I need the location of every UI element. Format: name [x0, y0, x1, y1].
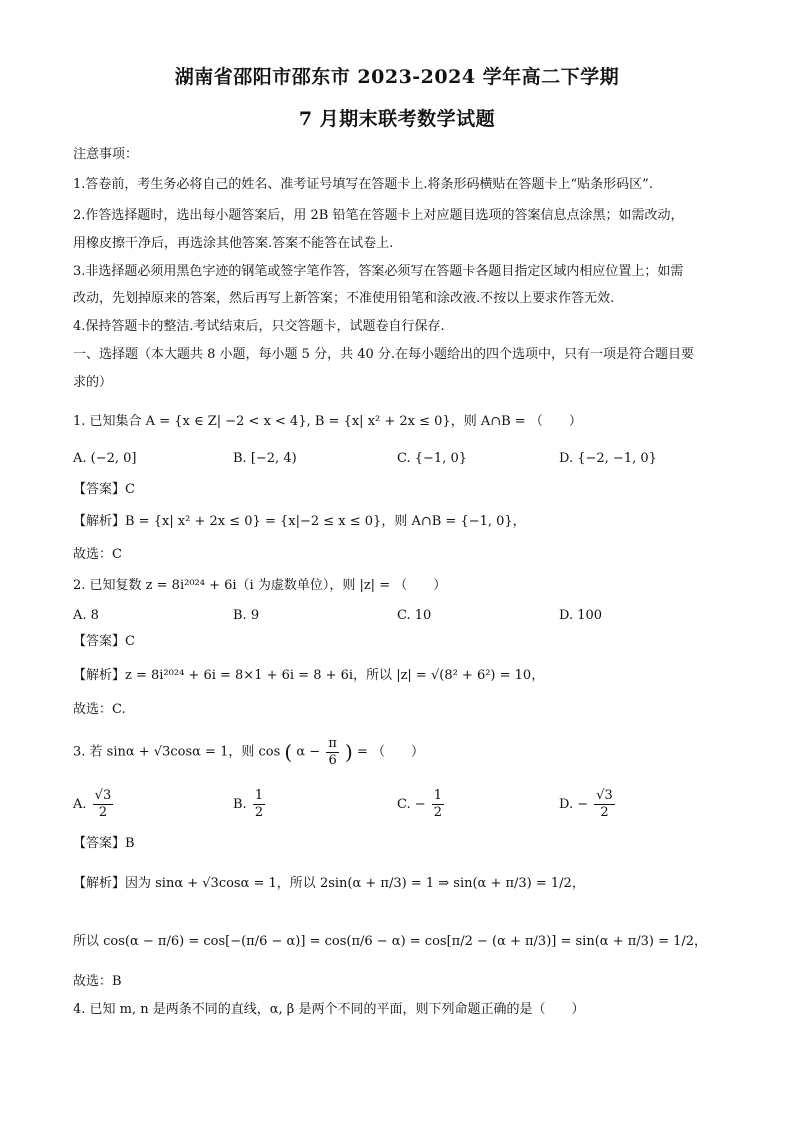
note-item-1: 1.答卷前，考生务必将自己的姓名、准考证号填写在答题卡上.将条形码横贴在答题卡上“贴条形码区”. — [73, 177, 653, 192]
q3-option-a-fraction — [93, 788, 114, 821]
q3-paren-open: ( — [284, 740, 293, 764]
q3-option-b-fraction — [253, 788, 265, 821]
q1-conclusion: 故选：C — [73, 547, 122, 562]
note-item-2a: 2.作答选择题时，选出每小题答案后，用 2B 铅笔在答题卡上对应题目选项的答案信息点涂黑；如需改动， — [73, 208, 684, 223]
q1-option-b: B. [−2, 4) — [233, 451, 297, 466]
note-item-2b: 用橡皮擦干净后，再选涂其他答案.答案不能答在试卷上. — [73, 236, 394, 251]
q3-option-b-den: 2 — [254, 805, 264, 820]
q3-option-a-num: √3 — [94, 788, 112, 803]
q3-option-b-label: B. — [233, 797, 247, 812]
q1-option-c: C. {−1, 0} — [397, 451, 467, 466]
q2-conclusion: 故选：C. — [73, 702, 126, 717]
q3-option-c — [397, 788, 446, 821]
q3-option-a — [73, 788, 115, 821]
q3-option-c-fraction — [432, 788, 444, 821]
note-item-4: 4.保持答题卡的整洁.考试结束后，只交答题卡，试题卷自行保存. — [73, 319, 445, 334]
q2-stem: 2. 已知复数 z = 8i²⁰²⁴ + 6i（i 为虚数单位），则 |z| = （ ） — [73, 578, 447, 593]
q3-pi-over-6 — [326, 736, 339, 769]
q3-analysis-1: 【解析】因为 sinα + √3cosα = 1，所以 2sin(α + π/3) = 1 ⇒ sin(α + π/3) = 1/2， — [73, 876, 585, 891]
q1-analysis: 【解析】B = {x| x² + 2x ≤ 0} = {x|−2 ≤ x ≤ 0}，则 A∩B = {−1, 0}， — [73, 514, 526, 529]
q3-option-d-label: D. − — [559, 797, 589, 812]
q3-frac-num: π — [328, 735, 337, 751]
q2-option-c: C. 10 — [397, 608, 432, 623]
q2-option-a: A. 8 — [73, 608, 99, 623]
q3-option-b — [233, 788, 267, 821]
q3-option-a-label: A. — [73, 797, 87, 812]
q3-option-b-num: 1 — [254, 788, 264, 803]
q3-stem-suffix: = （ ） — [356, 744, 424, 760]
q3-option-c-num: 1 — [433, 788, 443, 803]
q1-stem: 1. 已知集合 A = {x ∈ Z| −2 < x < 4}, B = {x| x² + 2x ≤ 0}，则 A∩B = （ ） — [73, 414, 582, 429]
q3-paren-close: ) — [345, 740, 353, 764]
exam-title-line2: 7 月期末联考数学试题 — [298, 108, 496, 130]
q3-option-a-den: 2 — [98, 805, 108, 820]
q1-option-a: A. (−2, 0] — [73, 451, 137, 466]
q3-frac-den: 6 — [328, 752, 337, 768]
section-heading-line2: 求的） — [73, 375, 113, 390]
q1-answer: 【答案】C — [73, 482, 135, 497]
notes-header: 注意事项： — [73, 147, 139, 162]
q2-answer: 【答案】C — [73, 634, 135, 649]
q3-option-c-label: C. − — [397, 797, 426, 812]
q3-option-d-den: 2 — [600, 805, 609, 820]
exam-title-line1: 湖南省邵阳市邵东市 2023-2024 学年高二下学期 — [174, 66, 620, 88]
q1-option-d: D. {−2, −1, 0} — [559, 451, 657, 466]
q3-option-c-den: 2 — [433, 805, 443, 820]
q3-stem — [73, 734, 424, 771]
q2-option-b: B. 9 — [233, 608, 260, 623]
q3-analysis-2: 所以 cos(α − π/6) = cos[−(π/6 − α)] = cos(π/6 − α) = cos[π/2 − (α + π/3)] = sin(α + π/3) = 1/2， — [73, 934, 708, 949]
q3-answer: 【答案】B — [73, 836, 135, 851]
section-heading-line1: 一、选择题（本大题共 8 小题，每小题 5 分，共 40 分.在每小题给出的四个选项中，只有一项是符合题目要 — [73, 347, 695, 362]
q4-stem: 4. 已知 m, n 是两条不同的直线，α, β 是两个不同的平面，则下列命题正确的是（ ） — [73, 1002, 585, 1017]
q3-option-d-fraction — [594, 788, 615, 821]
q3-option-d — [559, 788, 617, 821]
note-item-3b: 改动，先划掉原来的答案，然后再写上新答案；不准使用铅笔和涂改液.不按以上要求作答无效. — [73, 291, 615, 306]
q2-analysis: 【解析】z = 8i²⁰²⁴ + 6i = 8×1 + 6i = 8 + 6i，所以 |z| = √(8² + 6²) = 10， — [73, 668, 545, 683]
note-item-3a: 3.非选择题必须用黑色字迹的钢笔或签字笔作答，答案必须写在答题卡各题目指定区域内相应位置上；如需 — [73, 264, 684, 279]
q3-conclusion: 故选：B — [73, 974, 122, 989]
q3-option-d-num: √3 — [596, 788, 613, 803]
q3-stem-prefix: 3. 若 sinα + √3cosα = 1，则 cos — [73, 744, 281, 760]
q2-option-d: D. 100 — [559, 608, 603, 623]
q3-stem-inner: α − — [296, 744, 321, 760]
